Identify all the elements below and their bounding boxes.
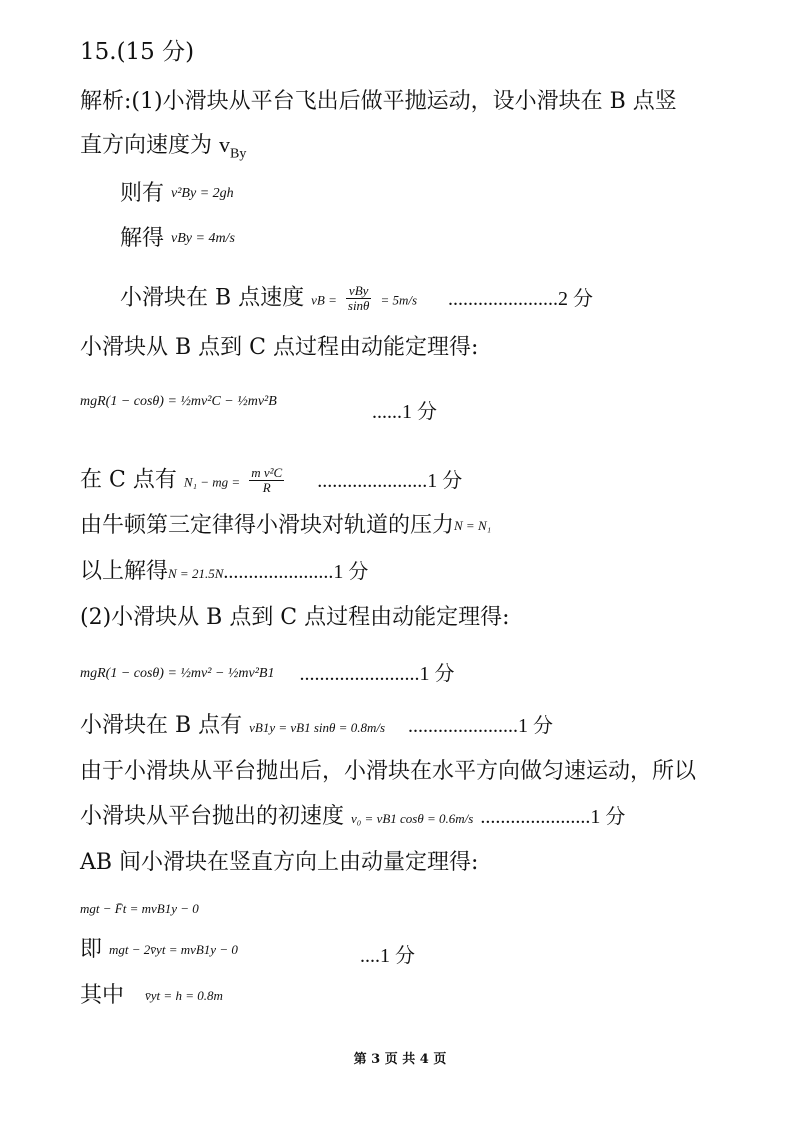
- line-10: [80, 558, 368, 588]
- formula-vb1y: vB1y = vB1 sinθ = 0.8m/s: [249, 720, 386, 735]
- score-1a: ......1 分: [372, 401, 437, 423]
- formula-vyt: v̄yt = h = 0.8m: [145, 988, 223, 1003]
- line-8: [80, 466, 462, 497]
- score-2: ......................2 分: [448, 287, 594, 310]
- score-line-7: [372, 398, 437, 426]
- line-18: [80, 936, 238, 964]
- line-2-text: 直方向速度为: [80, 133, 219, 158]
- line-14: 由于小滑块从平台抛出后，小滑块在水平方向做匀速运动，所以: [80, 759, 697, 784]
- score-1b: ......................1 分: [317, 469, 463, 492]
- line-18-text: 即: [80, 937, 103, 962]
- line-19: [80, 982, 223, 1010]
- line-12: [80, 660, 454, 688]
- line-4: [120, 225, 235, 253]
- fraction-denominator: sinθ: [347, 298, 370, 313]
- formula-energy-1: mgR(1 − cosθ) = ½mv²C − ½mv²B: [80, 394, 277, 409]
- formula-vby-value: vBy = 4m/s: [171, 231, 235, 246]
- formula-vb-right: = 5m/s: [380, 292, 418, 308]
- fraction-numerator: vBy: [346, 284, 372, 299]
- line-19-text: 其中: [80, 983, 125, 1008]
- line-5: [120, 284, 593, 315]
- line-3-text: 则有: [120, 181, 165, 206]
- line-13: [80, 712, 553, 742]
- line-7: [80, 388, 277, 416]
- line-1: 解析:(1)小滑块从平台飞出后做平抛运动，设小滑块在 B 点竖: [80, 89, 677, 114]
- v-by-symbol: v: [219, 132, 230, 157]
- formula-momentum-1: mgt − F̄t = mvB1y − 0: [80, 901, 199, 916]
- score-line-18: [360, 942, 415, 970]
- score-1f: ......................1 分: [480, 806, 626, 828]
- formula-vby-squared: v²By = 2gh: [171, 186, 234, 201]
- score-1e: ......................1 分: [408, 715, 554, 737]
- formula-n-value: N = 21.5N: [168, 566, 224, 581]
- formula-vb-fraction: [346, 284, 372, 313]
- line-4-text: 解得: [120, 226, 165, 251]
- line-11: (2)小滑块从 B 点到 C 点过程由动能定理得:: [80, 605, 510, 630]
- line-17: [80, 893, 199, 923]
- line-13-text: 小滑块在 B 点有: [80, 713, 243, 738]
- score-1g: ....1 分: [360, 945, 415, 967]
- score-1d: ........................1 分: [299, 663, 455, 685]
- v-by-subscript: By: [230, 146, 247, 162]
- formula-vb-left: vB =: [311, 292, 337, 308]
- line-2: [80, 131, 246, 168]
- formula-v0: v₀ = vB1 cosθ = 0.6m/s: [351, 811, 474, 826]
- line-16: AB 间小滑块在竖直方向上由动量定理得:: [80, 850, 479, 875]
- line-10-text: 以上解得: [80, 559, 169, 584]
- formula-n-equals: N = N₁: [454, 518, 492, 533]
- formula-normal-fraction: [249, 466, 284, 495]
- fraction-denominator: R: [262, 480, 271, 495]
- line-6: 小滑块从 B 点到 C 点过程由动能定理得:: [80, 335, 479, 360]
- line-15-text: 小滑块从平台抛出的初速度: [80, 804, 345, 829]
- fraction-numerator: m v²C: [251, 465, 283, 480]
- line-9: [80, 512, 491, 540]
- line-8-text: 在 C 点有: [80, 467, 177, 493]
- formula-energy-2: mgR(1 − cosθ) = ½mv² − ½mv²B1: [80, 666, 275, 681]
- line-15: [80, 803, 625, 833]
- question-title: 15.(15 分): [80, 39, 195, 65]
- line-5-text: 小滑块在 B 点速度: [120, 285, 305, 311]
- formula-momentum-2: mgt − 2v̄yt = mvB1y − 0: [109, 942, 238, 957]
- formula-normal-left: N₁ − mg =: [183, 474, 241, 490]
- line-9-text: 由牛顿第三定律得小滑块对轨道的压力: [80, 513, 455, 538]
- score-1c: ......................1 分: [223, 561, 369, 583]
- line-3: [120, 180, 234, 208]
- page-footer: 第 3 页 共 4 页: [353, 1052, 447, 1067]
